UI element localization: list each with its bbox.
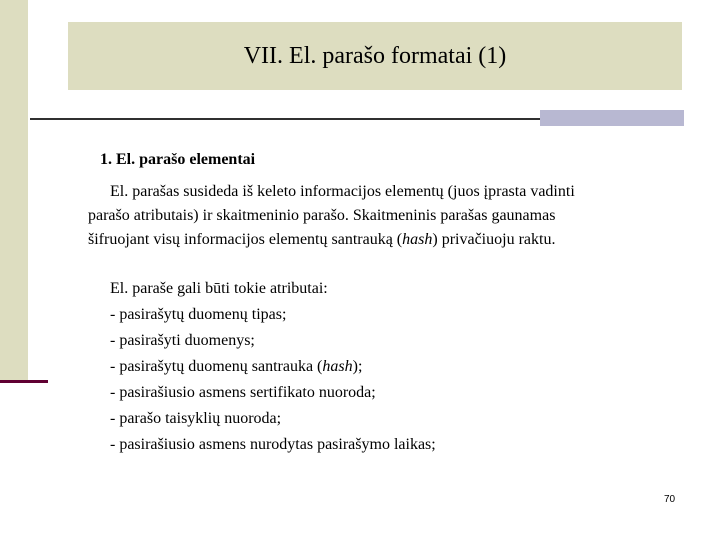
attribute-hash-term: hash — [322, 358, 353, 375]
page-number: 70 — [664, 494, 676, 505]
body-paragraph — [88, 180, 648, 252]
attribute-item: - pasirašiusio asmens sertifikato nuoroda; — [110, 384, 376, 401]
paragraph-line-3-start: šifruojant visų informacijos elementų santrauką ( — [88, 231, 403, 248]
attribute-item: - pasirašiusio asmens nurodytas pasirašymo laikas; — [110, 436, 436, 453]
attribute-3-start: - pasirašytų duomenų santrauka ( — [110, 358, 323, 375]
attribute-item: - pasirašyti duomenys; — [110, 332, 255, 349]
attribute-item — [110, 354, 630, 380]
left-decor-line — [0, 380, 48, 383]
paragraph-line-1: El. parašas susideda iš keleto informacijos elementų (juos įprasta vadinti — [110, 183, 575, 200]
attributes-list — [110, 276, 630, 458]
title-box — [68, 22, 682, 90]
attribute-item: - pasirašytų duomenų tipas; — [110, 306, 287, 323]
section-heading: 1. El. parašo elementai — [100, 151, 256, 168]
paragraph-line-3 — [88, 228, 648, 252]
attribute-item: - parašo taisyklių nuoroda; — [110, 410, 282, 427]
attributes-intro: El. paraše gali būti tokie atributai: — [110, 280, 328, 297]
paragraph-line-2: parašo atributais) ir skaitmeninio parašo. Skaitmeninis parašas gaunamas — [88, 207, 556, 224]
title-rule-block — [540, 110, 684, 126]
paragraph-hash-term: hash — [402, 231, 433, 248]
paragraph-line-3-end: ) privačiuoju raktu. — [432, 231, 556, 248]
slide-title: VII. El. parašo formatai (1) — [243, 43, 507, 69]
left-decor-bar — [0, 0, 28, 382]
attribute-3-end: ); — [352, 358, 363, 375]
